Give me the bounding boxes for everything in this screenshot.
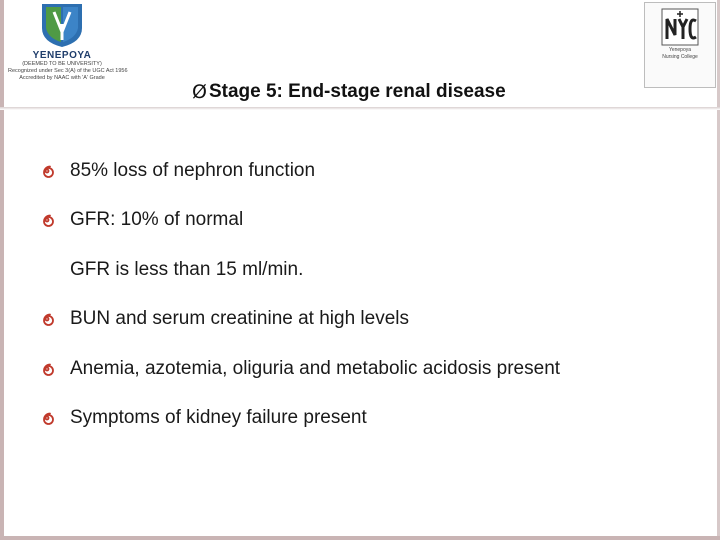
bullet-text: BUN and serum creatinine at high levels: [70, 308, 410, 330]
bullet-text: GFR: 10% of normal: [70, 209, 244, 231]
yenepoya-shield-logo-icon: [34, 2, 90, 48]
logo-subline-2: Recognized under Sec 3(A) of the UGC Act 1956: [8, 68, 128, 74]
slide-title: [192, 80, 506, 104]
yenepoya-logo: [8, 2, 128, 98]
bullet-item: [40, 146, 700, 196]
bullet-text: 85% loss of nephron function: [70, 159, 316, 181]
nursing-college-logo-icon: [660, 7, 700, 47]
bullet-text: Symptoms of kidney failure present: [70, 407, 367, 429]
bullet-item: [40, 295, 700, 345]
bullet-item: [40, 245, 700, 295]
nursing-logo-line-2: Nursing College: [662, 54, 698, 60]
slide-title-text: Stage 5: End-stage renal disease: [208, 81, 506, 102]
logo-university-name: YENEPOYA: [32, 50, 92, 61]
frame-edge-bottom: [0, 536, 720, 540]
logo-subline-3: Accredited by NAAC with 'A' Grade: [19, 75, 105, 81]
bullet-list: [40, 146, 700, 443]
nursing-college-logo: [644, 2, 716, 88]
spiral-bullet-icon: [40, 411, 54, 425]
bullet-item: [40, 344, 700, 394]
frame-edge-left: [0, 0, 4, 540]
bullet-text: Anemia, azotemia, oliguria and metabolic acidosis present: [70, 357, 561, 379]
spiral-bullet-icon: [40, 164, 54, 178]
spiral-bullet-icon: [40, 213, 54, 227]
bullet-item: [40, 196, 700, 246]
bullet-item: [40, 394, 700, 444]
spiral-bullet-icon: [40, 362, 54, 376]
logo-subline-1: (DEEMED TO BE UNIVERSITY): [22, 61, 102, 67]
bullet-text: GFR is less than 15 ml/min.: [70, 258, 304, 280]
spiral-bullet-icon: [40, 312, 54, 326]
nursing-logo-line-1: Yenepoya: [668, 47, 692, 53]
header-divider: [0, 107, 720, 110]
title-arrow-marker: Ø: [192, 81, 207, 103]
